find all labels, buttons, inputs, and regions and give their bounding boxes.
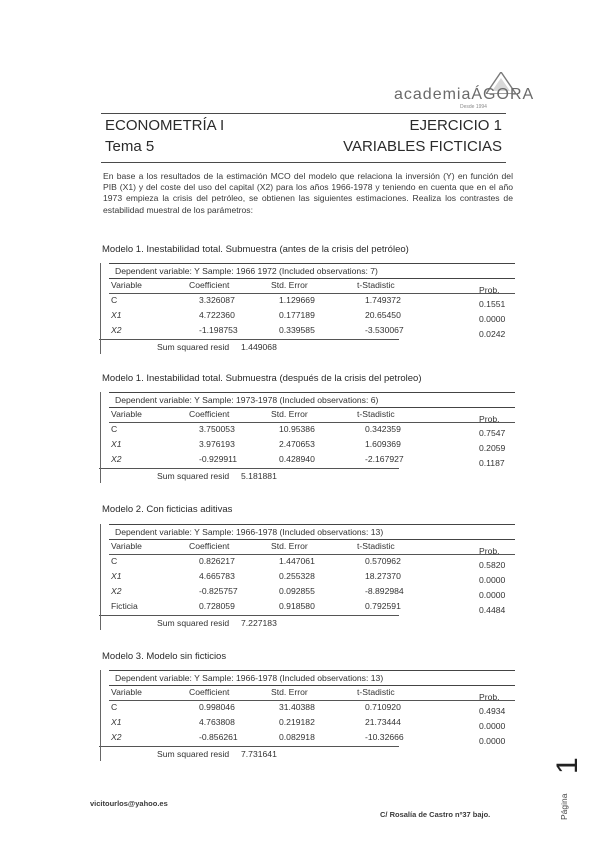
table-cell: 4.763808 xyxy=(199,717,235,727)
table-cell: 0.826217 xyxy=(199,556,235,566)
column-header: Std. Error xyxy=(271,687,308,697)
table-cell: X2 xyxy=(111,586,122,596)
table-cell: 0.177189 xyxy=(279,310,315,320)
column-header: Coefficient xyxy=(189,687,230,697)
column-header: Std. Error xyxy=(271,541,308,551)
academia-agora-logo xyxy=(394,72,535,112)
table-header-box xyxy=(109,670,515,686)
table-cell: 0.998046 xyxy=(199,702,235,712)
table-cell: -0.929911 xyxy=(199,454,238,464)
footer-address: C/ Rosalía de Castro nº37 bajo. xyxy=(380,810,491,819)
column-header: Prob. xyxy=(479,692,500,702)
column-header: Variable xyxy=(111,409,142,419)
table-cell: 1.749372 xyxy=(365,295,401,305)
ssr-label: Sum squared resid xyxy=(157,618,230,628)
table-cell: 0.5820 xyxy=(479,560,506,570)
column-header: Coefficient xyxy=(189,541,230,551)
table-cell: 3.326087 xyxy=(199,295,235,305)
ssr-label: Sum squared resid xyxy=(157,471,230,481)
table-cell: 0.0000 xyxy=(479,314,506,324)
column-header: Variable xyxy=(111,541,142,551)
column-header: Variable xyxy=(111,280,142,290)
table-cell: -0.856261 xyxy=(199,732,238,742)
dependent-variable-line: Dependent variable: Y Sample: 1973-1978 (Included observations: 6) xyxy=(115,395,379,405)
column-header: Coefficient xyxy=(189,409,230,419)
table-cell: X2 xyxy=(111,325,122,335)
column-header: Variable xyxy=(111,687,142,697)
table-cell: 1.129669 xyxy=(279,295,315,305)
header-rule xyxy=(109,700,515,701)
table-left-border xyxy=(100,263,102,354)
exercise-title: EJERCICIO 1 xyxy=(409,117,502,134)
document-header xyxy=(101,113,506,163)
header-rule xyxy=(109,554,515,555)
table-cell: 21.73444 xyxy=(365,717,401,727)
model-title: Modelo 1. Inestabilidad total. Submuestra (antes de la crisis del petróleo) xyxy=(102,244,409,255)
intro-paragraph: En base a los resultados de la estimación MCO del modelo que relaciona la inversión (Y) en función del PIB (X1) y del coste del uso del capital (X2) para los años 1966-1978 y teniendo en cuenta que en el año 1973 empieza la crisis del petróleo, se obtienen las siguientes estimaciones. Realiza los contrastes de estabilidad muestral de los parámetros: xyxy=(103,171,513,215)
table-cell: 0.1551 xyxy=(479,299,506,309)
table-cell: 0.342359 xyxy=(365,424,401,434)
table-header-box xyxy=(109,263,515,279)
table-cell: 20.65450 xyxy=(365,310,401,320)
table-cell: 0.0000 xyxy=(479,721,506,731)
ssr-label: Sum squared resid xyxy=(157,342,230,352)
logo-subtitle: Desde 1994 xyxy=(460,104,487,110)
table-cell: 0.2059 xyxy=(479,443,506,453)
column-header: Std. Error xyxy=(271,280,308,290)
ssr-value: 5.181881 xyxy=(241,471,277,481)
dependent-variable-line: Dependent variable: Y Sample: 1966-1978 (Included observations: 13) xyxy=(115,673,384,683)
footer-email: vicitourlos@yahoo.es xyxy=(90,799,168,808)
table-cell: -10.32666 xyxy=(365,732,404,742)
ssr-value: 7.227183 xyxy=(241,618,277,628)
table-cell: C xyxy=(111,702,118,712)
column-header: Prob. xyxy=(479,546,500,556)
model-title: Modelo 2. Con ficticias aditivas xyxy=(102,504,233,515)
model-title: Modelo 1. Inestabilidad total. Submuestra (después de la crisis del petroleo) xyxy=(102,373,422,384)
topic-title: Tema 5 xyxy=(105,138,155,155)
table-cell: -0.825757 xyxy=(199,586,238,596)
footer-rule xyxy=(99,615,399,616)
table-left-border xyxy=(100,392,102,483)
column-header: t-Stadistic xyxy=(357,280,395,290)
table-cell: 18.27370 xyxy=(365,571,401,581)
model-title: Modelo 3. Modelo sin ficticios xyxy=(102,651,227,662)
table-cell: 1.447061 xyxy=(279,556,315,566)
footer-rule xyxy=(99,468,399,469)
table-cell: -8.892984 xyxy=(365,586,404,596)
table-cell: C xyxy=(111,556,118,566)
table-cell: -2.167927 xyxy=(365,454,404,464)
table-cell: 1.609369 xyxy=(365,439,401,449)
regression-table xyxy=(109,263,515,359)
header-rule xyxy=(109,293,515,294)
column-header: Prob. xyxy=(479,285,500,295)
column-header: t-Stadistic xyxy=(357,687,395,697)
table-cell: 0.0000 xyxy=(479,736,506,746)
table-cell: 4.665783 xyxy=(199,571,235,581)
table-header-box xyxy=(109,392,515,408)
table-left-border xyxy=(100,524,102,630)
table-cell: X1 xyxy=(111,439,122,449)
table-left-border xyxy=(100,670,102,761)
table-cell: 0.7547 xyxy=(479,428,506,438)
table-cell: 0.428940 xyxy=(279,454,315,464)
table-cell: 0.0000 xyxy=(479,590,506,600)
logo-text: academiaÁGORA xyxy=(394,86,535,103)
table-cell: 3.750053 xyxy=(199,424,235,434)
table-cell: 0.0000 xyxy=(479,575,506,585)
regression-table xyxy=(109,524,515,636)
footer-rule xyxy=(99,746,399,747)
table-cell: -3.530067 xyxy=(365,325,404,335)
table-cell: 0.1187 xyxy=(479,458,505,468)
column-header: Std. Error xyxy=(271,409,308,419)
table-cell: 4.722360 xyxy=(199,310,235,320)
table-cell: 0.710920 xyxy=(365,702,401,712)
table-cell: X1 xyxy=(111,310,122,320)
table-cell: 3.976193 xyxy=(199,439,235,449)
column-header: Coefficient xyxy=(189,280,230,290)
ssr-label: Sum squared resid xyxy=(157,749,230,759)
table-cell: 0.092855 xyxy=(279,586,315,596)
table-cell: -1.198753 xyxy=(199,325,238,335)
table-cell: 0.792591 xyxy=(365,601,401,611)
course-title: ECONOMETRÍA I xyxy=(105,117,225,134)
table-header-box xyxy=(109,524,515,540)
footer-rule xyxy=(99,339,399,340)
table-cell: Ficticia xyxy=(111,601,138,611)
table-cell: 2.470653 xyxy=(279,439,315,449)
table-cell: X2 xyxy=(111,732,122,742)
header-rule xyxy=(109,422,515,423)
regression-table xyxy=(109,670,515,766)
table-cell: X2 xyxy=(111,454,122,464)
table-cell: 0.255328 xyxy=(279,571,315,581)
table-cell: 0.0242 xyxy=(479,329,506,339)
table-cell: 0.082918 xyxy=(279,732,315,742)
table-cell: 0.570962 xyxy=(365,556,401,566)
ssr-value: 1.449068 xyxy=(241,342,277,352)
table-cell: X1 xyxy=(111,571,122,581)
subject-title: VARIABLES FICTICIAS xyxy=(343,138,502,155)
table-cell: 0.4934 xyxy=(479,706,506,716)
table-cell: X1 xyxy=(111,717,122,727)
table-cell: 0.4484 xyxy=(479,605,506,615)
column-header: t-Stadistic xyxy=(357,541,395,551)
dependent-variable-line: Dependent variable: Y Sample: 1966 1972 (Included observations: 7) xyxy=(115,266,378,276)
table-cell: 31.40388 xyxy=(279,702,315,712)
ssr-value: 7.731641 xyxy=(241,749,277,759)
column-header: t-Stadistic xyxy=(357,409,395,419)
table-cell: 10.95386 xyxy=(279,424,315,434)
table-cell: C xyxy=(111,424,118,434)
table-cell: C xyxy=(111,295,118,305)
table-cell: 0.918580 xyxy=(279,601,315,611)
table-cell: 0.339585 xyxy=(279,325,315,335)
page-number: 1 xyxy=(551,757,584,774)
page-number-block xyxy=(545,740,585,820)
page-label: Página xyxy=(559,793,569,820)
table-cell: 0.219182 xyxy=(279,717,315,727)
column-header: Prob. xyxy=(479,414,500,424)
dependent-variable-line: Dependent variable: Y Sample: 1966-1978 (Included observations: 13) xyxy=(115,527,384,537)
regression-table xyxy=(109,392,515,488)
table-cell: 0.728059 xyxy=(199,601,235,611)
